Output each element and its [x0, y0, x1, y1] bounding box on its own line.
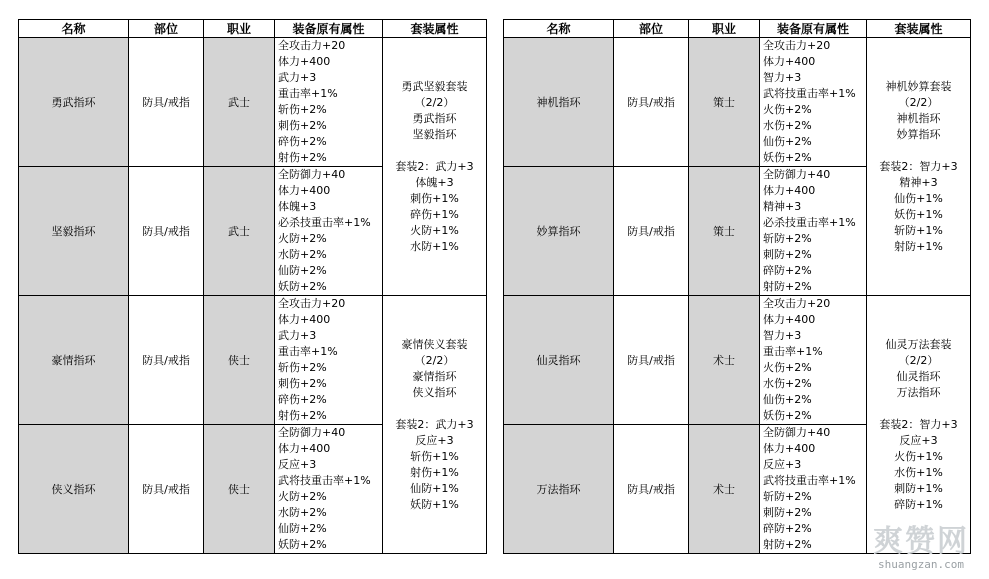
- item-slot: 防具/戒指: [614, 38, 689, 167]
- table-row: [19, 38, 487, 167]
- set-line: 斩防+1%: [894, 223, 943, 237]
- stat-line: 全防御力+40: [763, 168, 831, 181]
- item-stats: [275, 38, 383, 167]
- stat-line: 斩防+2%: [763, 232, 812, 245]
- stat-line: 仙防+2%: [278, 522, 327, 535]
- stat-line: 必杀技重击率+1%: [278, 216, 371, 229]
- set-line: 仙灵指环: [896, 369, 941, 383]
- stat-line: 水防+2%: [278, 248, 327, 261]
- stat-line: 火伤+2%: [763, 361, 812, 374]
- item-stats: [275, 296, 383, 425]
- item-name: 豪情指环: [19, 296, 129, 425]
- item-name: 神机指环: [504, 38, 614, 167]
- stat-line: 体力+400: [763, 184, 816, 197]
- stat-line: 体力+400: [763, 313, 816, 326]
- right-equipment-table: [503, 19, 971, 554]
- stat-line: 全攻击力+20: [763, 297, 831, 310]
- set-line: 勇武指环: [412, 111, 457, 125]
- stat-line: 刺防+2%: [763, 506, 812, 519]
- set-line: 水伤+1%: [894, 465, 943, 479]
- set-line: 勇武坚毅套装: [401, 79, 468, 93]
- set-line: 碎伤+1%: [410, 207, 459, 221]
- set-line: 妖伤+1%: [894, 207, 943, 221]
- stat-line: 重击率+1%: [278, 345, 338, 358]
- item-class: 武士: [204, 38, 275, 167]
- item-stats: [760, 38, 867, 167]
- stat-line: 射伤+2%: [278, 151, 327, 164]
- stat-line: 碎伤+2%: [278, 135, 327, 148]
- set-line: 刺伤+1%: [410, 191, 459, 205]
- item-class: 侠士: [204, 296, 275, 425]
- set-line: 万法指环: [896, 385, 941, 399]
- set-line: （2/2）: [898, 95, 939, 109]
- set-line: 妖防+1%: [410, 497, 459, 511]
- item-name: 万法指环: [504, 425, 614, 554]
- item-slot: 防具/戒指: [614, 425, 689, 554]
- set-bonus-cell: [383, 38, 487, 296]
- set-line: 侠义指环: [412, 385, 457, 399]
- stat-line: 刺防+2%: [763, 248, 812, 261]
- header-name: 名称: [19, 20, 129, 38]
- stat-line: 斩防+2%: [763, 490, 812, 503]
- table-row: [504, 38, 971, 167]
- stat-line: 刺伤+2%: [278, 119, 327, 132]
- stat-line: 斩伤+2%: [278, 361, 327, 374]
- stat-line: 全防御力+40: [763, 426, 831, 439]
- item-slot: 防具/戒指: [614, 296, 689, 425]
- item-slot: 防具/戒指: [129, 167, 204, 296]
- set-line: （2/2）: [414, 95, 455, 109]
- stat-line: 水防+2%: [278, 506, 327, 519]
- set-line: 反应+3: [415, 433, 454, 447]
- item-class: 术士: [689, 296, 760, 425]
- item-class: 术士: [689, 425, 760, 554]
- header-base-stats: 装备原有属性: [275, 20, 383, 38]
- set-line: 仙灵万法套装: [885, 337, 952, 351]
- set-line: 套装2：智力+3: [879, 417, 958, 431]
- set-line: （2/2）: [898, 353, 939, 367]
- header-set-stats: 套装属性: [383, 20, 487, 38]
- set-line: 火防+1%: [410, 223, 459, 237]
- set-line: [867, 143, 970, 159]
- set-line: 火伤+1%: [894, 449, 943, 463]
- watermark-logo: 爽赞网: [873, 524, 969, 559]
- stat-line: 反应+3: [278, 458, 317, 471]
- stat-line: 妖伤+2%: [763, 151, 812, 164]
- stat-line: 智力+3: [763, 71, 802, 84]
- stat-line: 体力+400: [763, 442, 816, 455]
- stat-line: 重击率+1%: [278, 87, 338, 100]
- item-name: 妙算指环: [504, 167, 614, 296]
- set-line: 套装2：智力+3: [879, 159, 958, 173]
- item-stats: [275, 167, 383, 296]
- item-class: 策士: [689, 38, 760, 167]
- stat-line: 火防+2%: [278, 490, 327, 503]
- table-row: [19, 296, 487, 425]
- stat-line: 反应+3: [763, 458, 802, 471]
- item-class: 侠士: [204, 425, 275, 554]
- stat-line: 全防御力+40: [278, 426, 346, 439]
- header-slot: 部位: [614, 20, 689, 38]
- set-line: 斩伤+1%: [410, 449, 459, 463]
- set-line: [383, 143, 486, 159]
- stat-line: 武力+3: [278, 71, 317, 84]
- set-line: 碎防+1%: [894, 497, 943, 511]
- table-row: [504, 296, 971, 425]
- item-class: 策士: [689, 167, 760, 296]
- stat-line: 妖伤+2%: [763, 409, 812, 422]
- stat-line: 武力+3: [278, 329, 317, 342]
- stat-line: 火防+2%: [278, 232, 327, 245]
- set-line: 豪情侠义套装: [401, 337, 468, 351]
- item-stats: [275, 425, 383, 554]
- set-line: 神机指环: [896, 111, 941, 125]
- set-line: 精神+3: [899, 175, 938, 189]
- stat-line: 武将技重击率+1%: [278, 474, 371, 487]
- set-line: 套装2：武力+3: [395, 159, 474, 173]
- stat-line: 水伤+2%: [763, 119, 812, 132]
- stat-line: 仙防+2%: [278, 264, 327, 277]
- site-watermark: [873, 526, 969, 571]
- stat-line: 仙伤+2%: [763, 393, 812, 406]
- set-line: 豪情指环: [412, 369, 457, 383]
- set-bonus-cell: [867, 296, 971, 554]
- stat-line: 射防+2%: [763, 280, 812, 293]
- set-line: 水防+1%: [410, 239, 459, 253]
- stat-line: 碎防+2%: [763, 522, 812, 535]
- header-set-stats: 套装属性: [867, 20, 971, 38]
- item-name: 仙灵指环: [504, 296, 614, 425]
- header-base-stats: 装备原有属性: [760, 20, 867, 38]
- set-line: 妙算指环: [896, 127, 941, 141]
- stat-line: 仙伤+2%: [763, 135, 812, 148]
- set-bonus-cell: [867, 38, 971, 296]
- set-line: 仙伤+1%: [894, 191, 943, 205]
- stat-line: 体力+400: [278, 442, 331, 455]
- stat-line: 体力+400: [278, 184, 331, 197]
- stat-line: 水伤+2%: [763, 377, 812, 390]
- stat-line: 全防御力+40: [278, 168, 346, 181]
- stat-line: 射伤+2%: [278, 409, 327, 422]
- stat-line: 碎防+2%: [763, 264, 812, 277]
- header-slot: 部位: [129, 20, 204, 38]
- stat-line: 全攻击力+20: [278, 39, 346, 52]
- item-stats: [760, 296, 867, 425]
- stat-line: 刺伤+2%: [278, 377, 327, 390]
- watermark-url: shuangzan.com: [877, 558, 965, 571]
- set-line: [383, 401, 486, 417]
- stat-line: 妖防+2%: [278, 280, 327, 293]
- stat-line: 武将技重击率+1%: [763, 87, 856, 100]
- header-name: 名称: [504, 20, 614, 38]
- item-slot: 防具/戒指: [129, 296, 204, 425]
- stat-line: 斩伤+2%: [278, 103, 327, 116]
- set-line: 套装2：武力+3: [395, 417, 474, 431]
- stat-line: 体力+400: [278, 55, 331, 68]
- set-line: 反应+3: [899, 433, 938, 447]
- set-line: 射伤+1%: [410, 465, 459, 479]
- header-class: 职业: [689, 20, 760, 38]
- header-row: [504, 20, 971, 38]
- stat-line: 全攻击力+20: [763, 39, 831, 52]
- item-stats: [760, 425, 867, 554]
- set-line: [867, 401, 970, 417]
- item-slot: 防具/戒指: [129, 425, 204, 554]
- set-line: 射防+1%: [894, 239, 943, 253]
- stat-line: 体魄+3: [278, 200, 317, 213]
- set-line: 坚毅指环: [412, 127, 457, 141]
- set-line: 神机妙算套装: [885, 79, 952, 93]
- set-line: （2/2）: [414, 353, 455, 367]
- set-line: 体魄+3: [415, 175, 454, 189]
- stat-line: 武将技重击率+1%: [763, 474, 856, 487]
- stat-line: 妖防+2%: [278, 538, 327, 551]
- stat-line: 碎伤+2%: [278, 393, 327, 406]
- item-slot: 防具/戒指: [129, 38, 204, 167]
- left-equipment-table: [18, 19, 487, 554]
- item-name: 勇武指环: [19, 38, 129, 167]
- stat-line: 全攻击力+20: [278, 297, 346, 310]
- stat-line: 必杀技重击率+1%: [763, 216, 856, 229]
- set-bonus-cell: [383, 296, 487, 554]
- set-line: 刺防+1%: [894, 481, 943, 495]
- stat-line: 精神+3: [763, 200, 802, 213]
- stat-line: 体力+400: [278, 313, 331, 326]
- stat-line: 智力+3: [763, 329, 802, 342]
- stat-line: 重击率+1%: [763, 345, 823, 358]
- set-line: 仙防+1%: [410, 481, 459, 495]
- header-class: 职业: [204, 20, 275, 38]
- item-stats: [760, 167, 867, 296]
- item-name: 坚毅指环: [19, 167, 129, 296]
- header-row: [19, 20, 487, 38]
- stat-line: 体力+400: [763, 55, 816, 68]
- item-name: 侠义指环: [19, 425, 129, 554]
- item-slot: 防具/戒指: [614, 167, 689, 296]
- stat-line: 火伤+2%: [763, 103, 812, 116]
- stat-line: 射防+2%: [763, 538, 812, 551]
- item-class: 武士: [204, 167, 275, 296]
